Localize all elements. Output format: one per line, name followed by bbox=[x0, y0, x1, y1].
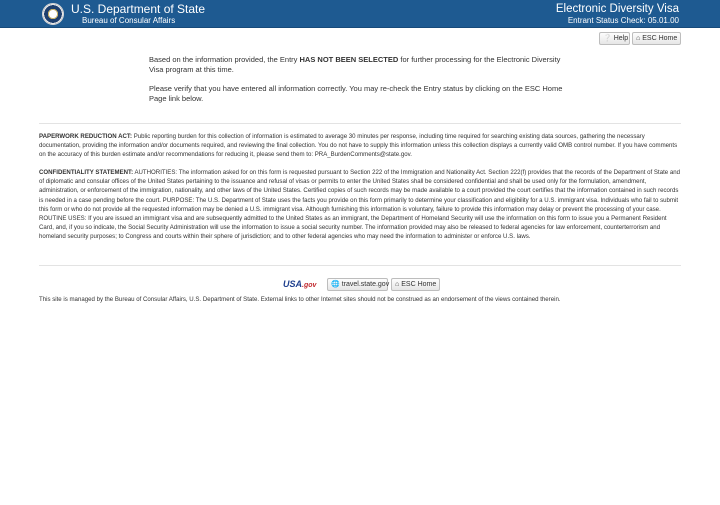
confidentiality-title: CONFIDENTIALITY STATEMENT: bbox=[39, 169, 134, 176]
app-title: Electronic Diversity Visa bbox=[555, 3, 679, 15]
confidentiality-statement bbox=[39, 168, 681, 242]
help-button-label: Help bbox=[613, 35, 629, 42]
usa-gov-gov: .gov bbox=[302, 282, 317, 289]
travel-state-gov-button[interactable] bbox=[327, 278, 388, 291]
help-button[interactable] bbox=[599, 32, 630, 45]
app-subtitle: Entrant Status Check: 05.01.00 bbox=[567, 16, 679, 25]
verify-message: Please verify that you have entered all information correctly. You may re-check the Entry status by clicking on the ESC Home Page link below. bbox=[149, 84, 563, 103]
esc-home-button[interactable] bbox=[632, 32, 681, 45]
globe-icon: 🌐 bbox=[331, 281, 340, 288]
site-header bbox=[0, 0, 720, 28]
status-message-text: Based on the information provided, the Entry bbox=[149, 55, 300, 64]
footer-disclaimer: This site is managed by the Bureau of Consular Affairs, U.S. Department of State. External links to other Internet sites should not be construed as an endorsement of the views contained therein. bbox=[39, 296, 561, 303]
home-icon: ⌂ bbox=[636, 35, 641, 42]
bureau-name: Bureau of Consular Affairs bbox=[82, 16, 176, 25]
paperwork-text: Public reporting burden for this collection of information is estimated to average 30 minutes per response, including time required for searching existing data sources, gathering the necessary documentation, providing the information and/or documents required, and reviewing the final collection. You do not have to supply this information unless this collection displays a currently valid OMB control number. If you have comments on the accuracy of this burden estimate and/or recommendations for reducing it, please send them to: PRA_BurdenComments@state.gov. bbox=[39, 133, 678, 159]
home-icon: ⌂ bbox=[395, 281, 400, 288]
divider bbox=[39, 123, 681, 124]
paperwork-reduction-act bbox=[39, 132, 681, 160]
divider bbox=[39, 265, 681, 266]
usa-gov-usa: USA bbox=[283, 279, 303, 289]
footer-esc-home-button[interactable] bbox=[391, 278, 440, 291]
confidentiality-text: AUTHORITIES: The information asked for on this form is requested pursuant to Section 222 of the Immigration and Nationality Act. Section 222(f) provides that the records of the Department of State and of diplomatic and consular offices of the United States pertaining to the issuance and refusal of visas or permits to enter the United States shall be considered confidential and shall be used only for the formulation, amendment, administration, or enforcement of the immigration, nationality, and other laws of the United States. Certified copies of such records may be made available to a court provided the court certifies that the information contained in such records is needed in a case pending before the court. PURPOSE: The U.S. Department of State uses the facts you provide on this form primarily to determine your classification and eligibility for a U.S. immigrant visa. Individuals who fail to submit this form or who do not provide all the requested information may be denied a U.S. immigrant visa. Although furnishing this information is voluntary, failure to provide this information may delay or prevent the processing of your case. ROUTINE USES: If you are issued an immigrant visa and are subsequently admitted to the United States as an immigrant, the Department of Homeland Security will use the information on this form to issue you a Permanent Resident Card, and, if you so indicate, the Social Security Administration will use the information to issue a social security number. The information provided may also be released to federal agencies for law enforcement, counterterrorism and homeland security purposes; to Congress and courts within their sphere of jurisdiction; and to other federal agencies who may need the information to administer or enforce U.S. laws. bbox=[39, 169, 681, 241]
status-message bbox=[149, 55, 569, 75]
status-message-text-end: for further processing for the Electronic Diversity Visa program at this time. bbox=[149, 55, 561, 74]
state-department-seal-icon bbox=[42, 3, 64, 25]
travel-button-label: travel.state.gov bbox=[341, 281, 390, 288]
esc-home-button-label: ESC Home bbox=[642, 35, 678, 42]
paperwork-title: PAPERWORK REDUCTION ACT: bbox=[39, 133, 132, 140]
status-result: HAS NOT BEEN SELECTED bbox=[299, 55, 399, 64]
footer-esc-home-label: ESC Home bbox=[401, 281, 437, 288]
question-circle-icon: ❔ bbox=[603, 35, 612, 42]
usa-gov-link[interactable] bbox=[283, 278, 316, 290]
agency-name: U.S. Department of State bbox=[71, 2, 206, 16]
